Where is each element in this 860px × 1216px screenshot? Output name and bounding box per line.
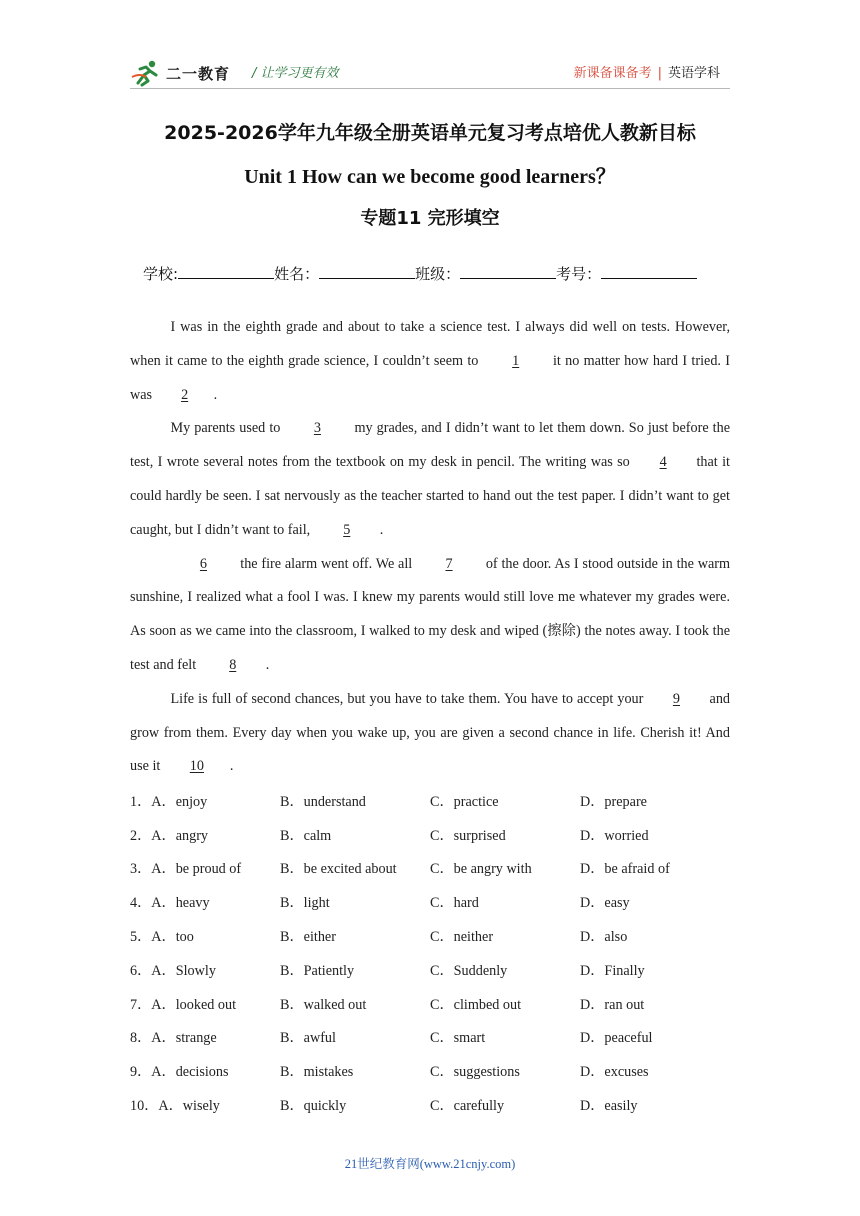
question-row [130,987,730,1021]
text-segment: . [379,521,384,538]
option-c[interactable]: C．suggestions [430,1064,520,1081]
option-d[interactable]: D．peaceful [580,1030,653,1047]
option-a[interactable]: 8．A．strange [130,1030,217,1047]
option-a[interactable]: 9．A．decisions [130,1064,229,1081]
unit-title: Unit 1 How can we become good learners？ [244,166,616,188]
question-row [130,784,730,818]
slogan: / 让学习更有效 [252,66,339,81]
option-d[interactable]: D．easy [580,895,630,912]
text-segment: I was in the eighth grade and about to take a science test. I always did well on tests. However, when it came to the eighth grade science, I couldn’t seem to [130,319,730,369]
question-row [130,953,730,987]
question-row [130,1088,730,1122]
option-a[interactable]: 10．A．wisely [130,1098,220,1115]
option-b[interactable]: B．mistakes [280,1064,354,1081]
school-label: 学校: [143,265,179,283]
exam-no-label: 考号： [556,265,602,283]
footer-source: 21世纪教育网(www.21cnjy.com) [344,1157,516,1171]
blank-3[interactable]: 3 [313,420,321,437]
main-title: 2025-2026学年九年级全册英语单元复习考点培优人教新目标 [164,122,696,144]
option-d[interactable]: D．Finally [580,962,645,979]
text-segment: . [265,656,270,673]
paragraph-2 [130,412,730,547]
blank-10[interactable]: 10 [189,758,204,775]
text-segment: my grades, and I didn’t want to let them down. So just before the test, I wrote several notes from the textbook on my desk in pencil. The writing was so [130,420,731,471]
option-a[interactable]: 6．A．Slowly [130,962,216,979]
brand-text: 新课备课备考 [573,66,652,81]
class-label: 班级： [415,265,461,283]
brand-label [574,62,720,81]
option-d[interactable]: D．easily [580,1098,638,1115]
option-b[interactable]: B．be excited about [280,861,397,878]
blank-2[interactable]: 2 [181,386,189,403]
header-divider [130,88,730,89]
text-segment: and grow from them. Every day when you wake up, you are given a second chance in life. Cherish it! And use it [130,690,731,775]
blank-4[interactable]: 4 [659,454,667,471]
blank-9[interactable]: 9 [672,690,680,707]
option-a[interactable]: 3．A．be proud of [130,861,242,878]
logo-text: 二一教育 [166,64,231,83]
option-b[interactable]: B．understand [280,793,366,810]
text-segment: the fire alarm went off. We all [240,555,413,572]
option-b[interactable]: B．awful [280,1030,336,1047]
question-row [130,818,730,852]
text-segment: of the door. As I stood outside in the warm sunshine, I realized what a fool I was. I knew my parents would still love me whatever my grades were. As soon as we came into the classroom, I walked to my desk and wiped (擦除) the notes away. I took the test and felt [130,555,731,673]
question-row [130,885,730,919]
exam-no-field[interactable] [601,264,697,279]
text-segment: that it could hardly be seen. I sat nervously as the teacher started to hand out the test paper. I didn’t want to get caught, but I didn’t want to fail, [130,454,730,538]
cloze-passage [130,311,730,784]
question-row [130,1021,730,1055]
option-a[interactable]: 4．A．heavy [130,895,210,912]
option-c[interactable]: C．Suddenly [430,962,508,979]
question-row [130,852,730,886]
topic-title: 专题11 完形填空 [360,208,500,229]
option-c[interactable]: C．carefully [430,1098,505,1115]
question-row [130,1054,730,1088]
logo [130,58,230,88]
option-b[interactable]: B．quickly [280,1098,347,1115]
name-field[interactable] [319,264,415,279]
text-segment: . [229,758,234,775]
paragraph-3 [130,548,730,683]
option-d[interactable]: D．excuses [580,1064,649,1081]
paragraph-1 [130,311,730,412]
option-c[interactable]: C．smart [430,1030,486,1047]
option-c[interactable]: C．neither [430,929,494,946]
option-c[interactable]: C．be angry with [430,861,532,878]
option-b[interactable]: B．walked out [280,996,367,1013]
question-row [130,919,730,953]
blank-6[interactable]: 6 [199,555,208,572]
blank-1[interactable]: 1 [512,352,520,369]
text-segment: it no matter how hard I tried. I was [130,352,730,403]
text-segment: . [213,386,218,403]
option-b[interactable]: B．either [280,929,336,946]
option-d[interactable]: D．be afraid of [580,861,670,878]
option-d[interactable]: D．ran out [580,996,645,1013]
option-a[interactable]: 2．A．angry [130,827,209,844]
option-c[interactable]: C．practice [430,793,499,810]
blank-5[interactable]: 5 [343,521,351,538]
option-b[interactable]: B．calm [280,827,332,844]
option-b[interactable]: B．Patiently [280,962,355,979]
option-d[interactable]: D．worried [580,827,649,844]
option-c[interactable]: C．surprised [430,827,506,844]
school-field[interactable] [178,264,274,279]
option-a[interactable]: 5．A．too [130,929,194,946]
class-field[interactable] [460,264,556,279]
text-segment: Life is full of second chances, but you have to take them. You have to accept your [170,690,644,707]
blank-8[interactable]: 8 [229,656,237,673]
option-d[interactable]: D．prepare [580,793,647,810]
option-c[interactable]: C．climbed out [430,996,522,1013]
option-b[interactable]: B．light [280,895,330,912]
blank-7[interactable]: 7 [445,555,453,572]
option-a[interactable]: 1．A．enjoy [130,793,208,810]
page-header [130,58,730,88]
text-segment: My parents used to [170,420,281,437]
subject-label: 英语学科 [667,66,720,81]
name-label: 姓名： [274,265,320,283]
answer-options [130,784,730,1122]
option-c[interactable]: C．hard [430,895,479,912]
paragraph-4 [130,683,730,784]
option-d[interactable]: D．also [580,929,628,946]
runner-logo-icon [130,59,164,87]
student-info-line [143,263,697,284]
option-a[interactable]: 7．A．looked out [130,996,237,1013]
brand-separator: | [657,66,662,81]
